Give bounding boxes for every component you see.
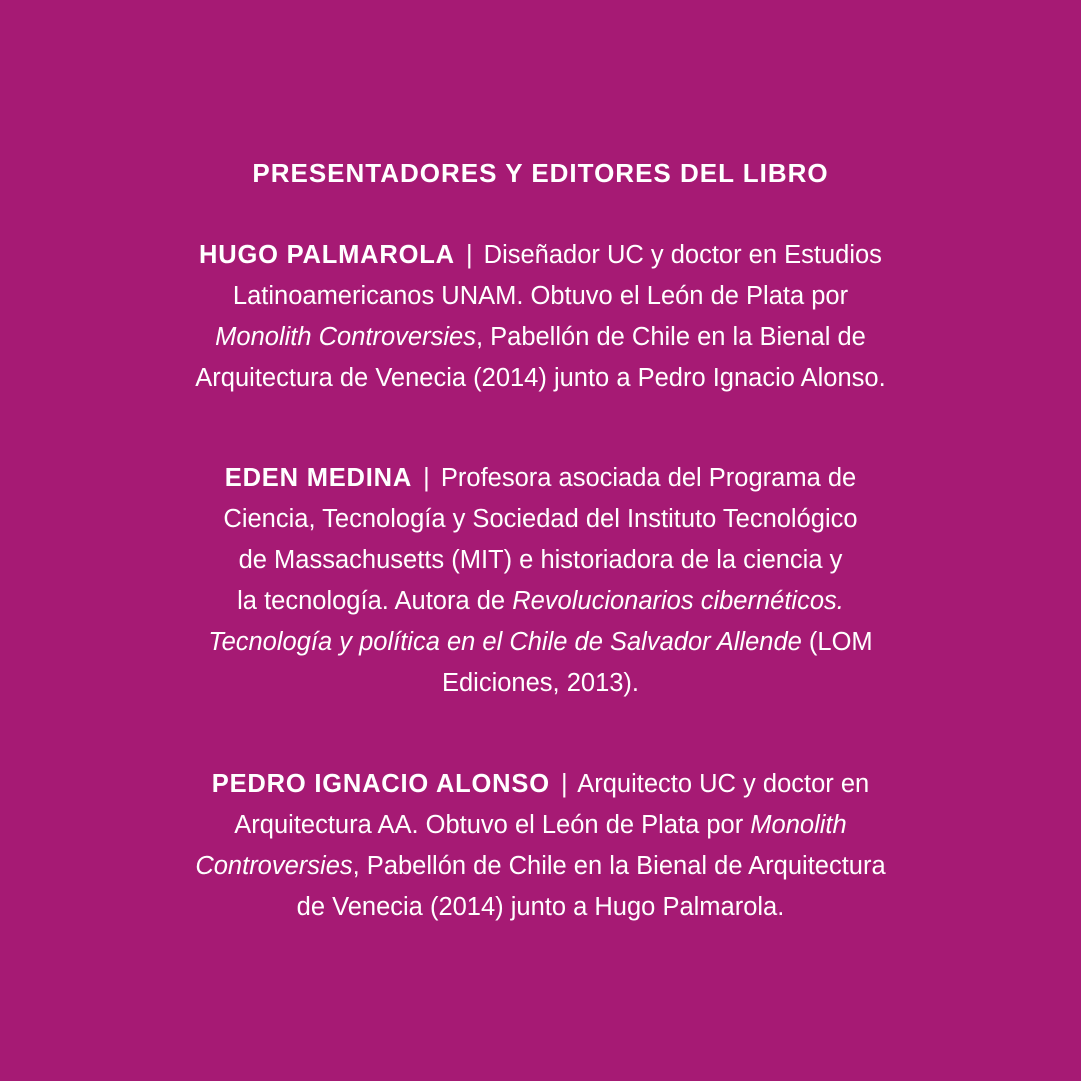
bio-text: , Pabellón de Chile en la Bienal de [475,323,866,351]
bio-hugo-palmarola [80,235,1001,399]
bio-italic-title: Monolith [750,811,847,839]
bio-line [80,622,1001,663]
bio-text: , Pabellón de Chile en la Bienal de Arquitectura [352,852,886,880]
bio-name: PEDRO IGNACIO ALONSO [211,770,550,798]
bio-text: Diseñador UC y doctor en Estudios [483,241,882,269]
bio-separator: | [423,464,430,492]
bio-text: Latinoamericanos UNAM. Obtuvo el León de Plata por [232,282,849,310]
bio-pedro-ignacio-alonso [80,764,1001,928]
bio-line [80,764,1001,805]
bio-line [80,276,1001,317]
bio-line [80,235,1001,276]
bio-name: HUGO PALMAROLA [199,241,455,269]
bio-line [80,805,1001,846]
bio-text: Arquitectura de Venecia (2014) junto a Pedro Ignacio Alonso. [195,364,886,392]
bio-text: Ciencia, Tecnología y Sociedad del Instituto Tecnológico [223,505,858,533]
bio-line [80,581,1001,622]
bio-italic-title: Monolith Controversies [215,323,476,351]
bio-text: Ediciones, 2013). [441,669,640,697]
bio-text: de Massachusetts (MIT) e historiadora de la ciencia y [238,546,843,574]
bio-text: de Venecia (2014) junto a Hugo Palmarola. [296,893,785,921]
bio-text: la tecnología. Autora de [237,587,513,615]
bio-line [80,317,1001,358]
bio-separator: | [560,770,568,798]
bio-eden-medina [80,458,1001,704]
bio-name: EDEN MEDINA [224,464,413,492]
bio-line [80,358,1001,399]
bio-text: Arquitecto UC y doctor en [577,770,870,798]
bio-line [80,663,1001,704]
bio-separator: | [465,241,473,269]
bio-line [80,540,1001,581]
page-title: PRESENTADORES Y EDITORES DEL LIBRO [252,158,829,188]
bio-line [80,887,1001,928]
bio-text: (LOM [801,628,873,656]
bio-italic-title: Revolucionarios cibernéticos. [512,587,844,615]
bio-line [80,458,1001,499]
bio-italic-title: Tecnología y política en el Chile de Salvador Allende [208,628,802,656]
bio-line [80,846,1001,887]
bio-line [80,499,1001,540]
bio-text: Arquitectura AA. Obtuvo el León de Plata por [234,811,751,839]
bio-text: Profesora asociada del Programa de [440,464,857,492]
bio-italic-title: Controversies [195,852,353,880]
